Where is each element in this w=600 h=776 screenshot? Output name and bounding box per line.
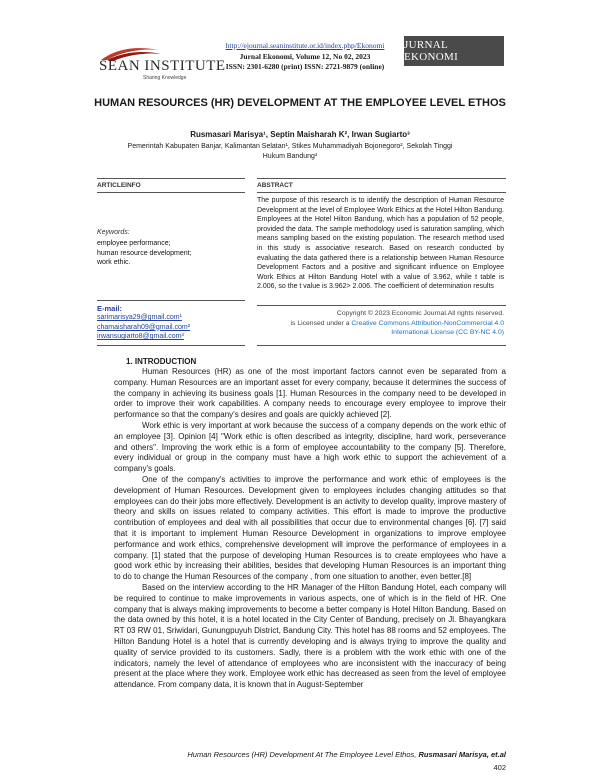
email-link[interactable]: chamaisharah09@gmail.com²: [97, 323, 191, 331]
introduction-body: [114, 367, 506, 691]
divider: [257, 305, 506, 306]
journal-volume: Jurnal Ekonomi, Volume 12, No 02, 2023: [239, 51, 371, 61]
paper-affiliation: Pemerintah Kabupaten Banjar, Kalimantan Selatan¹, Stikes Muhammadiyah Bojonegoro², Sekolah Tinggi Hukum Bandung³: [127, 143, 453, 160]
copyright-line: Copyright © 2023 Economic Journal.All rights reserved.: [336, 310, 504, 317]
abstract-text: The purpose of this research is to identify the description of Human Resource Development at the level of Employee Work Ethics at the Hotel Hilton Bandung. Employees at the Hotel Hilton Bandung, which has a population of 52 people, provided the data. The sample methodology used is saturation sampling, which means sampling based on the existing population. The research method used in this study is associative research. Based on research conducted by evaluating the data gathered there is a relationship between Human Resource Development Factors and a positive and significant influence on Employee Work Ethics at Hilton Bandung Hotel with a value of 3.962, while t table is 2.006, so the t value is 3.962> 2.006. The coefficient of determination results: [257, 197, 504, 291]
divider: [97, 345, 245, 346]
divider: [97, 178, 245, 179]
running-title: Human Resources (HR) Development At The Employee Level Ethos,: [187, 750, 417, 759]
paper-authors: Rusmasari Marisya¹, Septin Maisharah K², Irwan Sugiarto³: [190, 130, 410, 139]
paper-title: HUMAN RESOURCES (HR) DEVELOPMENT AT THE EMPLOYEE LEVEL ETHOS: [94, 97, 506, 109]
divider: [257, 178, 506, 179]
running-footer: [120, 750, 506, 759]
article-info-heading: ARTICLEINFO: [97, 182, 141, 189]
divider: [97, 192, 245, 193]
keyword-item: human resource development;: [97, 249, 192, 257]
running-authors: Rusmasari Marisya, et.al: [418, 750, 506, 759]
section-heading: 1. INTRODUCTION: [126, 357, 197, 366]
email-link[interactable]: irwansugiarto8@gmail.com³: [97, 333, 184, 340]
email-link[interactable]: sarimarisya29@gmail.com¹: [97, 314, 182, 321]
paragraph: Work ethic is very important at work because the success of a company depends on the work ethic of an employee [3]. Opinion [4] "Work ethic is often described as integrity, discipline, hard work, perseverance and others". Improving the work ethic is a form of employee accountability to the company [5]. Therefore, every individual or group in the company must have a high work ethic to support the achievement of a company's goals.: [114, 420, 506, 474]
keywords-list: [97, 239, 192, 268]
divider: [257, 345, 506, 346]
page-number: 402: [493, 763, 506, 772]
paragraph: One of the company's activities to improve the performance and work ethic of employees is the development of Human Resources. Development given to employees includes changing attitudes so that employees can do their jobs more effectively. Development is an activity to develop quality, improve mastery of theory and skills on issues related to company activities. This effort is made to improve the productive contribution of employees and deal with all possibilities that occur due to environmental changes [6]. [7] said that it is important to implement Human Resource Development in organizations to improve employee performance and work ethics, comprehensive development will improve the performance of employees in a company. [1] stated that the purpose of developing Human Resources is to create employees who have a good work ethic by increasing their abilities, besides that developing Human Resources is an important thing to do to change the Human Resources of the company , from one situation to another, even better.[8]: [114, 474, 506, 582]
copyright-notice: [257, 309, 504, 338]
journal-header: [200, 41, 410, 73]
keywords-label: Keywords:: [97, 229, 130, 236]
keyword-item: employee performance;: [97, 240, 171, 247]
license-link[interactable]: Creative Commons Attribution-NonCommercial 4.0 International License (CC BY-NC 4.0): [351, 319, 504, 337]
email-list: [97, 313, 190, 342]
email-label: E-mail:: [97, 304, 123, 313]
logo-text: SEAN INSTITUTE: [99, 58, 226, 74]
keyword-item: work ethic.: [97, 259, 131, 266]
abstract-heading: ABSTRACT: [257, 182, 293, 189]
divider: [257, 192, 506, 193]
paragraph: Based on the interview according to the HR Manager of the Hilton Bandung Hotel, each company will be required to continue to make improvements in various aspects, one of which is in the field of HR. One company that is always making improvements to become a better company is Hotel Hilton Bandung. Based on the data owned by this hotel, it is a hotel located in the City Center of Bandung, precisely on Jl. Bhayangkara RT 03 RW 01, Sriwidari, Gunungpuyuh District, Bandung City. This hotel has 88 rooms and 52 employees. The Hilton Bandung Hotel is a hotel that is currently developing and is always trying to improve the quality and quality of service provided to its customers. Sadly, there is a problem with the work ethic with one of the indicators, namely the level of attendance of employees who are inconsistent with the inaccuracy of being present at the place where they work. Employee work ethic has decreased as seen from the level of employee attendance. From company data, it is known that in August-September: [114, 582, 506, 690]
license-prefix: is Licensed under a: [290, 319, 350, 327]
journal-url-link[interactable]: http://ejournal.seaninstitute.or.id/index.php/Ekonomi: [225, 41, 385, 50]
journal-issn: ISSN: 2301-6280 (print) ISSN: 2721-9879 (online): [225, 62, 385, 71]
publisher-logo: [97, 44, 226, 84]
logo-subtitle: Sharing Knowledge: [143, 75, 187, 81]
paragraph: Human Resources (HR) as one of the most important factors cannot even be separated from a company. Human Resources are an important asset for every company, because it determines the success of the company in achieving its business goals [1]. Human Resources in the company need to be developed in order to improve their work capabilities. A company needs to encourage every employee to improve their performance so that the company's desires and goals are quickly achieved [2].: [114, 367, 506, 420]
journal-banner: JURNAL EKONOMI: [404, 36, 504, 66]
divider: [97, 300, 245, 301]
